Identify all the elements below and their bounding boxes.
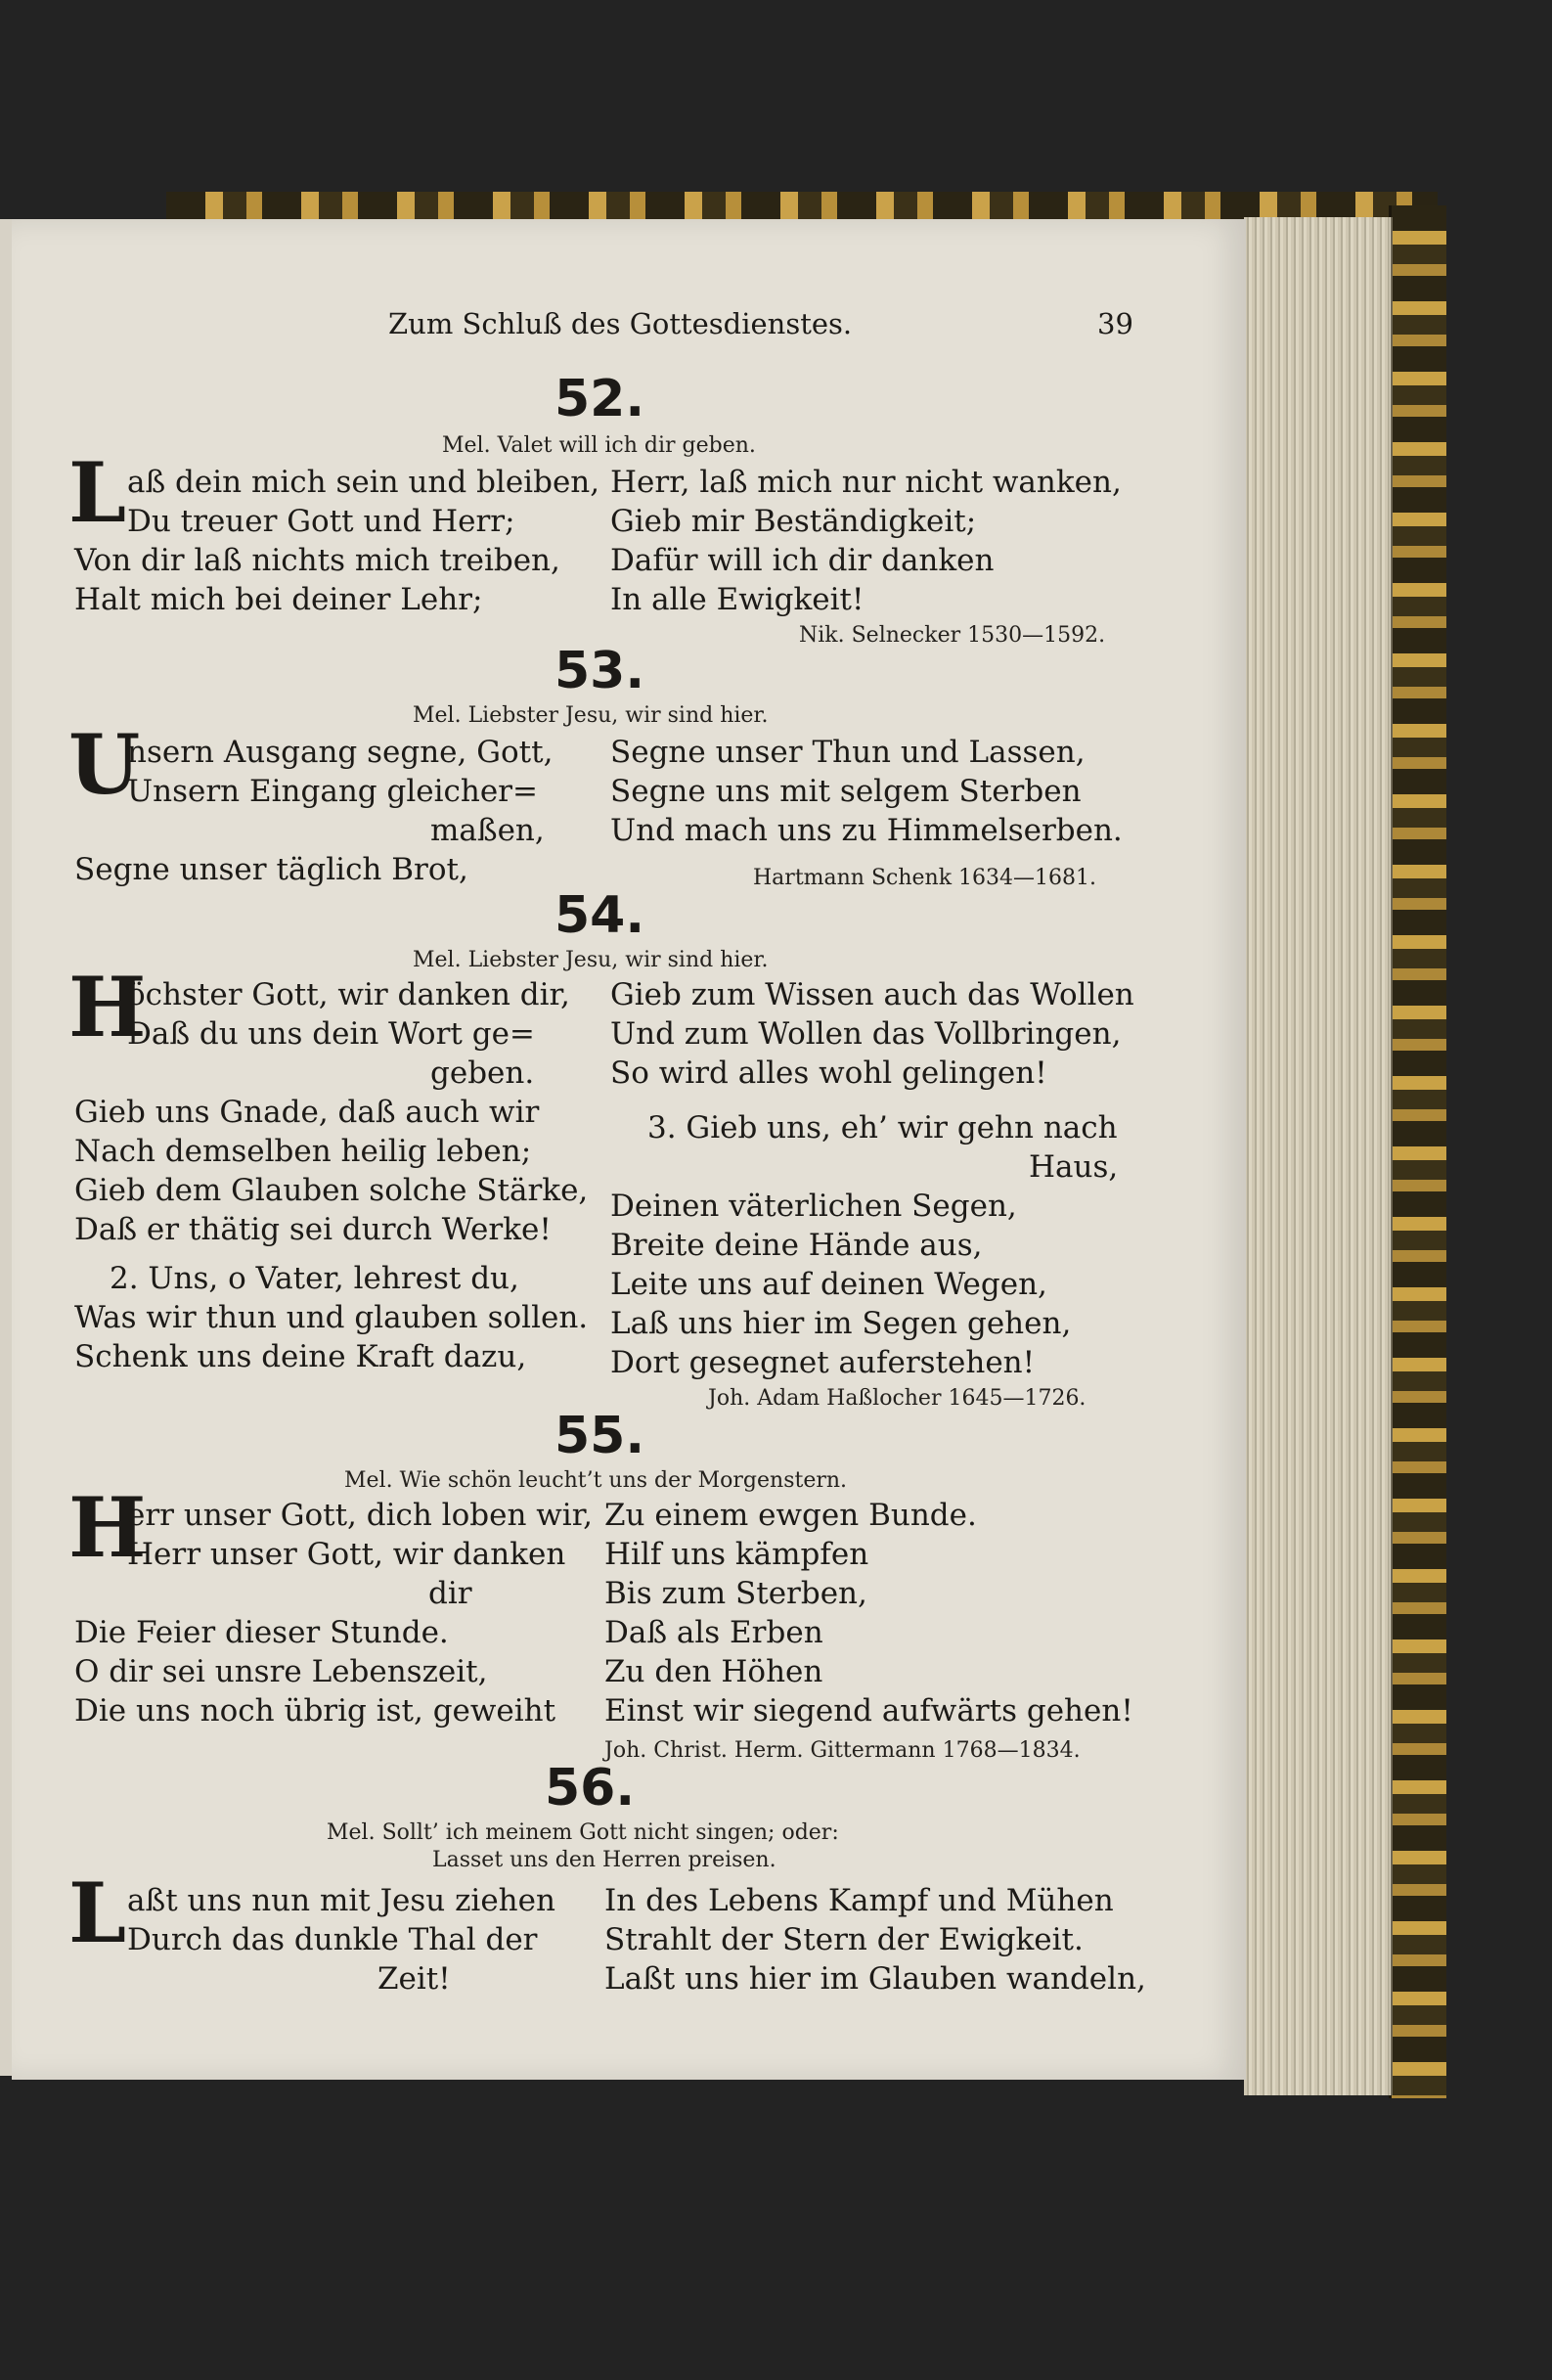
verse-line: Nach demselben heilig leben; <box>74 1134 532 1169</box>
verse-line: Gieb dem Glauben solche Stärke, <box>74 1173 589 1208</box>
hymn-number: 54. <box>554 886 645 945</box>
verse-line: Einst wir siegend aufwärts gehen! <box>604 1693 1133 1729</box>
verse-line: Laß uns hier im Segen gehen, <box>610 1306 1072 1341</box>
verse-line: In alle Ewigkeit! <box>610 582 865 617</box>
hymn-number: 56. <box>545 1759 636 1818</box>
verse-line: Daß er thätig sei durch Werke! <box>74 1212 552 1247</box>
verse-line: Von dir laß nichts mich treiben, <box>74 543 560 578</box>
verse-line: Und zum Wollen das Vollbringen, <box>610 1016 1122 1052</box>
page-edges <box>1244 217 1393 2095</box>
verse-line: aß dein mich sein und bleiben, <box>127 465 600 500</box>
melody-line: Mel. Liebster Jesu, wir sind hier. <box>413 948 769 972</box>
melody-line: Mel. Sollt’ ich meinem Gott nicht singen; oder: <box>327 1820 839 1845</box>
verse-line: Daß als Erben <box>604 1615 823 1650</box>
verse-line: nsern Ausgang segne, Gott, <box>127 735 554 770</box>
verse-line: O dir sei unsre Lebenszeit, <box>74 1654 488 1689</box>
verse-line: Zu einem ewgen Bunde. <box>604 1498 977 1533</box>
verse-line: Dort gesegnet auferstehen! <box>610 1345 1036 1380</box>
verse-line: maßen, <box>430 813 545 848</box>
drop-cap: U <box>68 716 141 813</box>
verse-line: geben. <box>430 1055 535 1091</box>
verse-line: 3. Gieb uns, eh’ wir gehn nach <box>647 1110 1118 1145</box>
verse-line: In des Lebens Kampf und Mühen <box>604 1883 1114 1918</box>
verse-line: Segne unser täglich Brot, <box>74 852 468 887</box>
page-number: 39 <box>1097 307 1133 340</box>
verse-line: Segne unser Thun und Lassen, <box>610 735 1086 770</box>
verse-line: Und mach uns zu Himmelserben. <box>610 813 1123 848</box>
melody-line: Lasset uns den Herren preisen. <box>432 1848 776 1872</box>
verse-line: Zeit! <box>377 1961 451 1997</box>
verse-line: Breite deine Hände aus, <box>610 1228 983 1263</box>
verse-line: Herr unser Gott, wir danken <box>127 1537 566 1572</box>
verse-line: So wird alles wohl gelingen! <box>610 1055 1047 1091</box>
hymn-number: 53. <box>554 642 645 700</box>
verse-line: err unser Gott, dich loben wir, <box>127 1498 593 1533</box>
verse-line: Herr, laß mich nur nicht wanken, <box>610 465 1122 500</box>
drop-cap: L <box>68 1864 127 1961</box>
verse-line: Haus, <box>1029 1149 1119 1185</box>
book-fore-edge-gilding <box>1389 205 1446 2098</box>
author-line: Nik. Selnecker 1530—1592. <box>799 623 1106 648</box>
verse-line: Du treuer Gott und Herr; <box>127 504 515 539</box>
verse-line: Deinen väterlichen Segen, <box>610 1189 1017 1224</box>
author-line: Joh. Christ. Herm. Gittermann 1768—1834. <box>604 1738 1081 1763</box>
verse-line: Schenk uns deine Kraft dazu, <box>74 1339 527 1374</box>
melody-line: Mel. Liebster Jesu, wir sind hier. <box>413 703 769 728</box>
verse-line: Die Feier dieser Stunde. <box>74 1615 449 1650</box>
verse-line: Was wir thun und glauben sollen. <box>74 1300 589 1335</box>
drop-cap: L <box>68 444 127 541</box>
verse-line: Gieb zum Wissen auch das Wollen <box>610 977 1134 1012</box>
hymn-number: 55. <box>554 1407 645 1465</box>
melody-line: Mel. Wie schön leucht’t uns der Morgenstern. <box>344 1468 848 1493</box>
verse-line: dir <box>428 1576 472 1611</box>
book-page <box>12 219 1246 2080</box>
verse-line: Halt mich bei deiner Lehr; <box>74 582 483 617</box>
verse-line: Zu den Höhen <box>604 1654 823 1689</box>
author-line: Hartmann Schenk 1634—1681. <box>753 866 1097 890</box>
verse-line: Unsern Eingang gleicher= <box>127 774 538 809</box>
verse-line: Bis zum Sterben, <box>604 1576 867 1611</box>
verse-line: Daß du uns dein Wort ge= <box>127 1016 535 1052</box>
verse-line: Segne uns mit selgem Sterben <box>610 774 1082 809</box>
verse-line: öchster Gott, wir danken dir, <box>127 977 570 1012</box>
verse-line: aßt uns nun mit Jesu ziehen <box>127 1883 555 1918</box>
verse-line: Gieb uns Gnade, daß auch wir <box>74 1095 540 1130</box>
verse-line: Leite uns auf deinen Wegen, <box>610 1267 1047 1302</box>
verse-line: Hilf uns kämpfen <box>604 1537 869 1572</box>
verse-line: 2. Uns, o Vater, lehrest du, <box>110 1261 519 1296</box>
verse-line: Strahlt der Stern der Ewigkeit. <box>604 1922 1084 1957</box>
verse-line: Laßt uns hier im Glauben wandeln, <box>604 1961 1146 1997</box>
running-header: Zum Schluß des Gottesdienstes. <box>388 307 853 340</box>
melody-line: Mel. Valet will ich dir geben. <box>442 433 756 458</box>
drop-cap: H <box>68 959 147 1055</box>
verse-line: Gieb mir Beständigkeit; <box>610 504 977 539</box>
verse-line: Durch das dunkle Thal der <box>127 1922 538 1957</box>
verse-line: Dafür will ich dir danken <box>610 543 995 578</box>
verse-line: Die uns noch übrig ist, geweiht <box>74 1693 556 1729</box>
hymn-number: 52. <box>554 370 645 428</box>
author-line: Joh. Adam Haßlocher 1645—1726. <box>708 1386 1086 1411</box>
drop-cap: H <box>68 1479 147 1576</box>
